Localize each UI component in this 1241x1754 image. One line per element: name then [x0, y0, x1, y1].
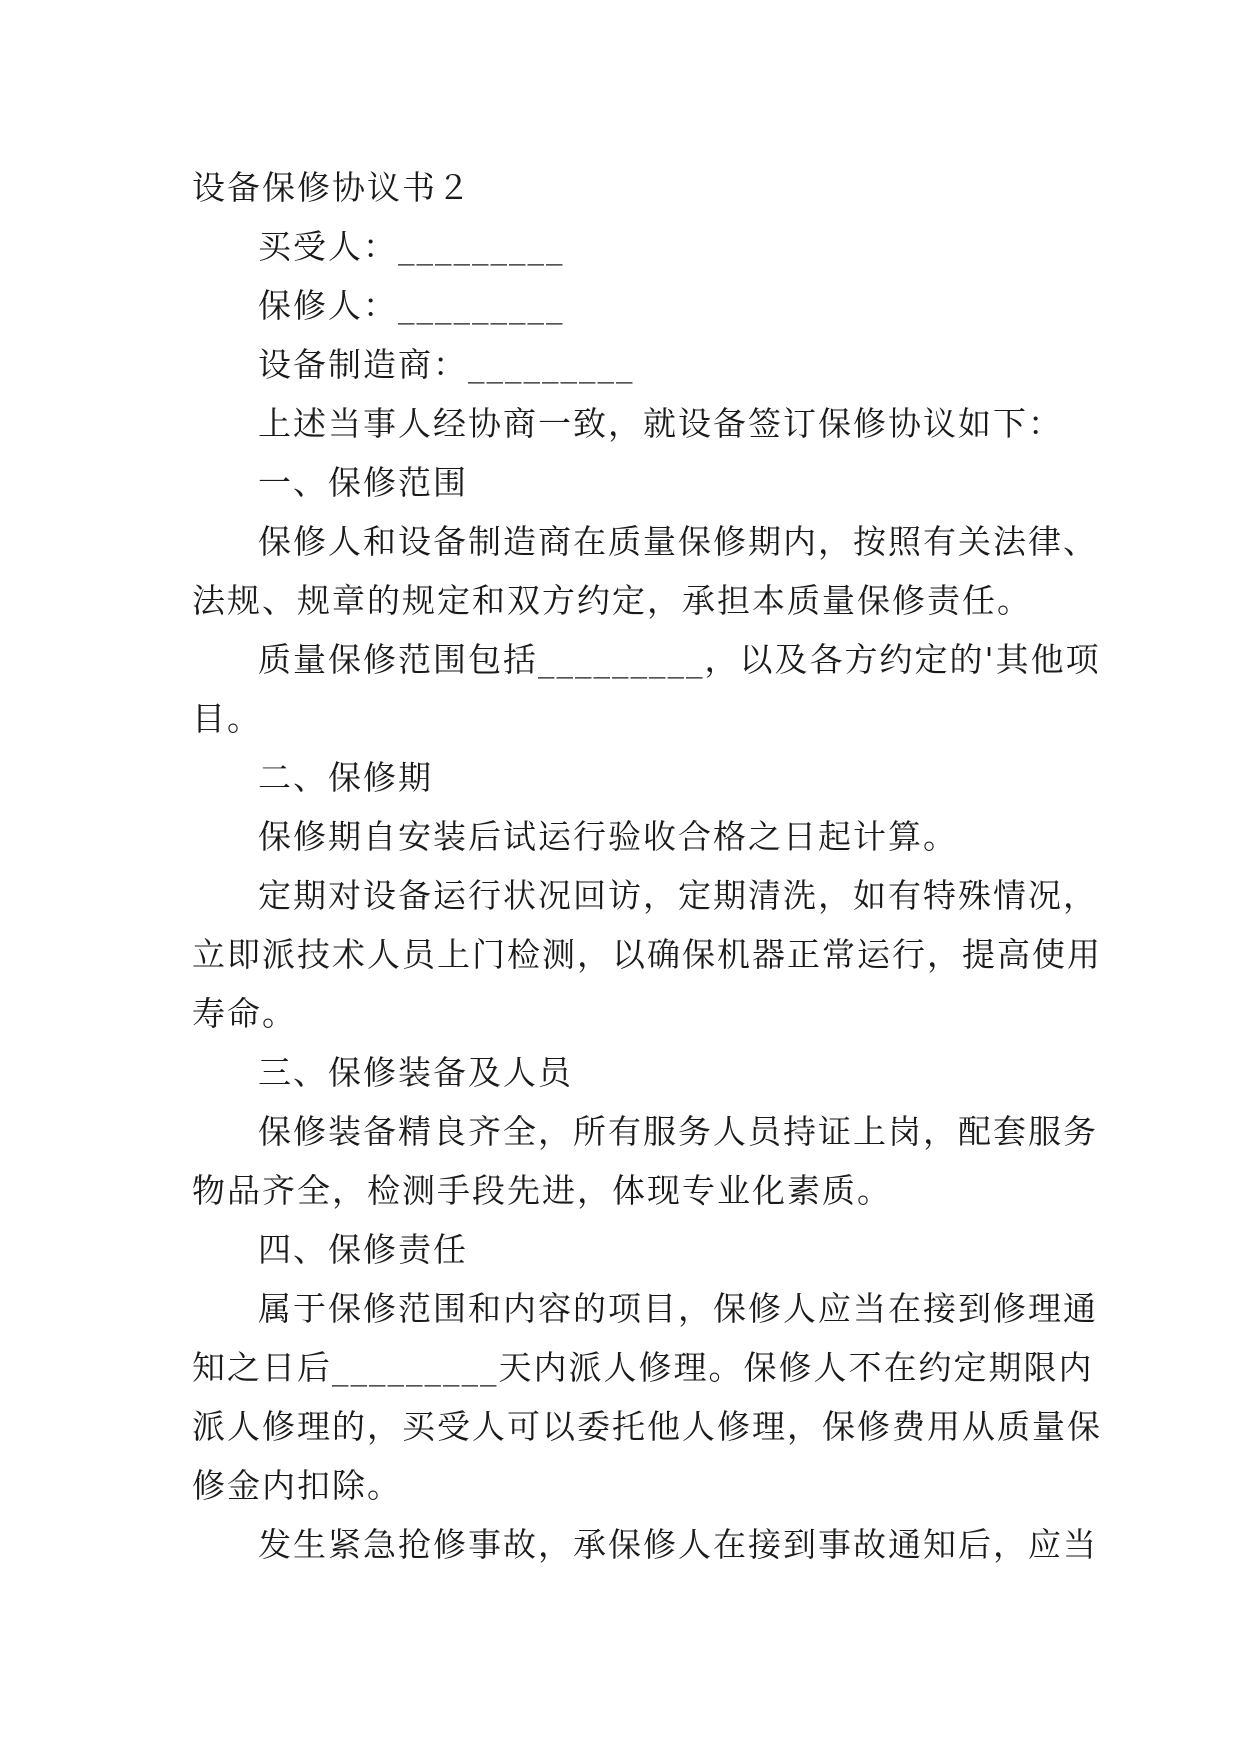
paragraph-line: 知之日后_________天内派人修理。保修人不在约定期限内: [192, 1348, 1094, 1387]
document-body: [192, 158, 1102, 1574]
paragraph-line: 发生紧急抢修事故，承保修人在接到事故通知后，应当: [258, 1525, 1098, 1564]
paragraph-line: 属于保修范围和内容的项目，保修人应当在接到修理通: [258, 1289, 1098, 1328]
paragraph-line: 定期对设备运行状况回访，定期清洗，如有特殊情况，: [258, 876, 1098, 915]
section-heading-equipment: 三、保修装备及人员: [258, 1053, 573, 1092]
document-title: 设备保修协议书２: [192, 168, 472, 207]
paragraph-line: 派人修理的，买受人可以委托他人修理，保修费用从质量保: [192, 1407, 1102, 1446]
paragraph-line: 保修人和设备制造商在质量保修期内，按照有关法律、: [258, 522, 1098, 561]
paragraph-line: 保修装备精良齐全，所有服务人员持证上岗，配套服务: [258, 1112, 1098, 1151]
buyer-field: 买受人：_________: [258, 227, 565, 266]
paragraph-line: 物品齐全，检测手段先进，体现专业化素质。: [192, 1171, 892, 1210]
paragraph-line: 质量保修范围包括_________，以及各方约定的'其他项: [258, 640, 1101, 679]
manufacturer-field: 设备制造商：_________: [258, 345, 635, 384]
paragraph-line: 目。: [192, 699, 262, 738]
paragraph-line: 立即派技术人员上门检测，以确保机器正常运行，提高使用: [192, 935, 1102, 974]
preamble: 上述当事人经协商一致，就设备签订保修协议如下：: [258, 404, 1063, 443]
section-heading-period: 二、保修期: [258, 758, 433, 797]
paragraph-line: 修金内扣除。: [192, 1466, 402, 1505]
paragraph-line: 保修期自安装后试运行验收合格之日起计算。: [258, 817, 958, 856]
paragraph-line: 法规、规章的规定和双方约定，承担本质量保修责任。: [192, 581, 1032, 620]
section-heading-scope: 一、保修范围: [258, 463, 468, 502]
section-heading-responsibility: 四、保修责任: [258, 1230, 468, 1269]
warrantor-field: 保修人：_________: [258, 286, 565, 325]
paragraph-line: 寿命。: [192, 994, 297, 1033]
